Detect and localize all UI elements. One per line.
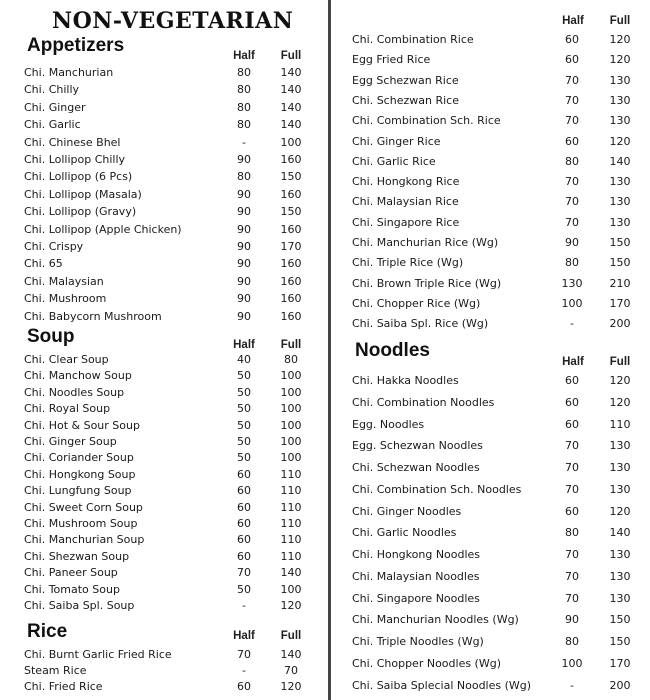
half-price: 80 bbox=[237, 170, 251, 184]
menu-item-row bbox=[0, 599, 328, 616]
item-name: Chi. Lollipop Chilly bbox=[24, 153, 126, 166]
full-price: 130 bbox=[609, 73, 631, 87]
menu-item-row bbox=[331, 155, 650, 172]
item-name: Chi. Saiba Spl. Rice (Wg) bbox=[352, 317, 489, 331]
item-name: Chi. Ginger bbox=[24, 100, 86, 114]
menu-item-row bbox=[0, 402, 328, 419]
full-price: 120 bbox=[609, 53, 631, 67]
full-column-header: Full bbox=[280, 50, 302, 62]
menu-item-row bbox=[331, 195, 650, 212]
full-price: 110 bbox=[280, 517, 302, 530]
item-name: Chi. Noodles Soup bbox=[24, 385, 125, 399]
full-price: 130 bbox=[609, 175, 631, 189]
menu-item-row bbox=[331, 613, 650, 630]
half-price: 70 bbox=[565, 439, 579, 453]
menu-item-row bbox=[0, 501, 328, 518]
half-price: 70 bbox=[565, 114, 579, 128]
menu-item-row bbox=[0, 419, 328, 436]
item-name: Chi. Malaysian bbox=[24, 274, 104, 288]
item-name: Chi. Tomato Soup bbox=[24, 582, 120, 596]
menu-item-row bbox=[0, 386, 328, 403]
item-name: Chi. Chopper Noodles (Wg) bbox=[352, 656, 501, 670]
full-price: 130 bbox=[609, 591, 631, 605]
item-name: Chi. Triple Noodles (Wg) bbox=[352, 635, 484, 648]
item-name: Egg. Schezwan Noodles bbox=[352, 439, 483, 453]
menu-item-row bbox=[0, 648, 328, 665]
menu-item-row bbox=[0, 205, 328, 222]
half-price: 60 bbox=[237, 500, 251, 514]
half-price: 80 bbox=[565, 256, 579, 270]
item-name: Steam Rice bbox=[24, 664, 87, 678]
full-price: 140 bbox=[609, 154, 631, 168]
full-price: 110 bbox=[280, 484, 302, 498]
item-name: Chi. Lollipop (Gravy) bbox=[24, 205, 137, 219]
item-name: Chi. Triple Rice (Wg) bbox=[352, 256, 464, 270]
menu-item-row bbox=[331, 277, 650, 294]
full-price: 110 bbox=[609, 417, 631, 431]
half-price: 60 bbox=[237, 549, 251, 563]
half-price: 90 bbox=[237, 222, 251, 236]
item-name: Chi. Mushroom Soup bbox=[24, 517, 138, 530]
half-price: 70 bbox=[565, 215, 579, 229]
item-name: Chi. Shezwan Soup bbox=[24, 549, 130, 563]
menu-item-row bbox=[0, 223, 328, 240]
full-price: 120 bbox=[609, 395, 631, 409]
full-price: 160 bbox=[280, 292, 302, 306]
full-price: 130 bbox=[609, 114, 631, 128]
half-price: 50 bbox=[237, 418, 251, 432]
half-price: 60 bbox=[565, 417, 579, 431]
menu-item-row bbox=[0, 240, 328, 257]
full-price: 100 bbox=[280, 435, 302, 448]
full-price: 140 bbox=[280, 566, 302, 580]
menu-item-row bbox=[331, 439, 650, 456]
menu-item-row bbox=[331, 236, 650, 253]
full-price: 120 bbox=[609, 33, 631, 46]
menu-item-row bbox=[0, 680, 328, 697]
item-name: Chi. Malaysian Noodles bbox=[352, 569, 480, 583]
item-name: Chi. Manchurian Rice (Wg) bbox=[352, 236, 499, 249]
half-price: 70 bbox=[237, 648, 251, 661]
menu-item-row bbox=[0, 583, 328, 600]
section-heading-rice: Rice bbox=[27, 621, 68, 642]
half-price: 50 bbox=[237, 385, 251, 399]
half-price: 130 bbox=[561, 276, 583, 290]
item-name: Chi. Combination Sch. Rice bbox=[352, 114, 501, 128]
full-column-header: Full bbox=[609, 15, 631, 27]
item-name: Chi. Ginger Noodles bbox=[352, 504, 462, 518]
menu-item-row bbox=[331, 635, 650, 652]
menu-item-row bbox=[331, 175, 650, 192]
item-name: Chi. Schezwan Noodles bbox=[352, 461, 480, 474]
half-price: 50 bbox=[237, 582, 251, 596]
menu-item-row bbox=[331, 216, 650, 233]
full-price: 120 bbox=[280, 680, 302, 694]
half-price: 90 bbox=[565, 236, 579, 249]
menu-item-row bbox=[0, 118, 328, 135]
menu-item-row bbox=[0, 170, 328, 187]
menu-item-row bbox=[331, 53, 650, 70]
half-column-header: Half bbox=[233, 50, 255, 62]
half-column-header: Half bbox=[233, 630, 255, 642]
half-price: 90 bbox=[565, 613, 579, 627]
menu-item-row bbox=[331, 33, 650, 50]
half-price: 90 bbox=[237, 187, 251, 201]
item-name: Chi. Schezwan Rice bbox=[352, 93, 459, 107]
item-name: Chi. Ginger Rice bbox=[352, 134, 441, 148]
half-price: 60 bbox=[565, 134, 579, 148]
menu-item-row bbox=[0, 257, 328, 274]
half-price: 80 bbox=[237, 100, 251, 114]
full-price: 170 bbox=[609, 656, 631, 670]
item-name: Chi. Malaysian Rice bbox=[352, 195, 459, 209]
full-price: 160 bbox=[280, 187, 302, 201]
menu-item-row bbox=[0, 275, 328, 292]
full-price: 130 bbox=[609, 215, 631, 229]
full-price: 150 bbox=[609, 635, 631, 648]
full-price: 170 bbox=[280, 240, 302, 253]
item-name: Chi. Manchurian Noodles (Wg) bbox=[352, 613, 519, 627]
menu-item-row bbox=[0, 136, 328, 153]
menu-item-row bbox=[0, 83, 328, 100]
half-price: 50 bbox=[237, 435, 251, 448]
half-price: 60 bbox=[565, 33, 579, 46]
menu-item-row bbox=[0, 310, 328, 327]
half-price: - bbox=[242, 664, 246, 678]
half-price: 90 bbox=[237, 292, 251, 306]
half-column-header: Half bbox=[562, 356, 584, 368]
full-price: 200 bbox=[609, 678, 631, 692]
item-name: Chi. Manchurian Soup bbox=[24, 533, 145, 547]
half-price: 70 bbox=[237, 566, 251, 580]
half-price: 70 bbox=[565, 569, 579, 583]
item-name: Egg Schezwan Rice bbox=[352, 73, 459, 87]
full-price: 150 bbox=[609, 613, 631, 627]
half-price: 90 bbox=[237, 240, 251, 253]
section-heading-appetizers: Appetizers bbox=[27, 35, 125, 56]
full-price: 150 bbox=[609, 256, 631, 270]
item-name: Chi. Fried Rice bbox=[24, 680, 103, 694]
menu-item-row bbox=[331, 256, 650, 273]
half-price: 90 bbox=[237, 257, 251, 271]
full-price: 120 bbox=[609, 504, 631, 518]
menu-item-row bbox=[331, 679, 650, 696]
full-price: 100 bbox=[280, 582, 302, 596]
menu-item-row bbox=[331, 135, 650, 152]
item-name: Chi. Combination Sch. Noodles bbox=[352, 482, 522, 496]
half-price: 90 bbox=[237, 205, 251, 219]
half-price: 60 bbox=[565, 53, 579, 67]
full-price: 110 bbox=[280, 549, 302, 563]
full-price: 110 bbox=[280, 533, 302, 547]
item-name: Chi. Crispy bbox=[24, 240, 84, 253]
half-price: 70 bbox=[565, 591, 579, 605]
full-price: 70 bbox=[284, 664, 298, 678]
item-name: Chi. Chopper Rice (Wg) bbox=[352, 296, 481, 310]
half-price: - bbox=[570, 317, 574, 331]
item-name: Chi. Coriander Soup bbox=[24, 451, 134, 465]
menu-item-row bbox=[331, 526, 650, 543]
half-column-header: Half bbox=[562, 15, 584, 27]
item-name: Chi. Combination Noodles bbox=[352, 395, 495, 409]
full-price: 130 bbox=[609, 461, 631, 474]
half-price: 80 bbox=[237, 66, 251, 79]
menu-item-row bbox=[331, 548, 650, 565]
item-name: Chi. Burnt Garlic Fried Rice bbox=[24, 648, 172, 661]
full-price: 140 bbox=[280, 100, 302, 114]
full-price: 150 bbox=[609, 236, 631, 249]
full-price: 140 bbox=[280, 648, 302, 661]
half-price: - bbox=[570, 678, 574, 692]
menu-item-row bbox=[331, 570, 650, 587]
full-price: 80 bbox=[284, 353, 298, 366]
item-name: Chi. 65 bbox=[24, 257, 63, 271]
half-price: 40 bbox=[237, 353, 251, 366]
menu-item-row bbox=[331, 657, 650, 674]
half-price: 60 bbox=[565, 374, 579, 387]
full-price: 130 bbox=[609, 439, 631, 453]
full-column-header: Full bbox=[280, 339, 302, 351]
half-price: 80 bbox=[237, 83, 251, 97]
menu-item-row bbox=[0, 517, 328, 534]
item-name: Chi. Lungfung Soup bbox=[24, 484, 132, 498]
full-price: 200 bbox=[609, 317, 631, 331]
right-column bbox=[331, 0, 650, 700]
full-price: 140 bbox=[280, 66, 302, 79]
half-price: 70 bbox=[565, 93, 579, 107]
item-name: Chi. Saiba Spl. Soup bbox=[24, 599, 135, 612]
half-price: 60 bbox=[237, 484, 251, 498]
menu-item-row bbox=[0, 566, 328, 583]
menu-item-row bbox=[0, 66, 328, 83]
half-price: 100 bbox=[561, 296, 583, 310]
menu-item-row bbox=[331, 592, 650, 609]
item-name: Chi. Ginger Soup bbox=[24, 435, 117, 448]
full-price: 140 bbox=[280, 118, 302, 132]
item-name: Chi. Saiba Splecial Noodles (Wg) bbox=[352, 678, 532, 692]
half-price: 70 bbox=[565, 175, 579, 189]
item-name: Chi. Lollipop (Apple Chicken) bbox=[24, 222, 182, 236]
full-price: 210 bbox=[609, 276, 631, 290]
full-price: 130 bbox=[609, 569, 631, 583]
item-name: Chi. Brown Triple Rice (Wg) bbox=[352, 276, 502, 290]
menu-item-row bbox=[331, 461, 650, 478]
half-price: 90 bbox=[237, 274, 251, 288]
item-name: Chi. Manchurian bbox=[24, 66, 114, 79]
menu-item-row bbox=[331, 317, 650, 334]
item-name: Chi. Garlic Rice bbox=[352, 154, 436, 168]
menu-item-row bbox=[0, 101, 328, 118]
full-price: 100 bbox=[280, 135, 302, 149]
menu-item-row bbox=[331, 396, 650, 413]
item-name: Chi. Lollipop (Masala) bbox=[24, 187, 142, 201]
half-price: 70 bbox=[565, 482, 579, 496]
item-name: Chi. Paneer Soup bbox=[24, 566, 118, 580]
half-price: 60 bbox=[237, 467, 251, 481]
menu-item-row bbox=[331, 374, 650, 391]
full-price: 100 bbox=[280, 402, 302, 416]
full-price: 170 bbox=[609, 296, 631, 310]
full-price: 100 bbox=[280, 418, 302, 432]
half-price: 50 bbox=[237, 451, 251, 465]
menu-item-row bbox=[0, 484, 328, 501]
half-price: 60 bbox=[237, 680, 251, 694]
half-price: 60 bbox=[237, 517, 251, 530]
menu-item-row bbox=[331, 297, 650, 314]
menu-item-row bbox=[0, 664, 328, 681]
full-price: 160 bbox=[280, 309, 302, 323]
item-name: Chi. Singapore Noodles bbox=[352, 591, 480, 605]
full-price: 100 bbox=[280, 451, 302, 465]
menu-item-row bbox=[0, 353, 328, 370]
item-name: Chi. Chilly bbox=[24, 83, 80, 97]
item-name: Chi. Hongkong Noodles bbox=[352, 548, 481, 561]
menu-item-row bbox=[0, 188, 328, 205]
full-price: 160 bbox=[280, 222, 302, 236]
full-price: 120 bbox=[280, 599, 302, 612]
item-name: Egg. Noodles bbox=[352, 417, 425, 431]
half-price: 90 bbox=[237, 309, 251, 323]
menu-item-row bbox=[331, 418, 650, 435]
menu-item-row bbox=[0, 369, 328, 386]
half-price: 80 bbox=[565, 526, 579, 540]
item-name: Chi. Singapore Rice bbox=[352, 215, 460, 229]
section-heading-noodles: Noodles bbox=[355, 340, 430, 361]
full-price: 130 bbox=[609, 482, 631, 496]
item-name: Chi. Hongkong Soup bbox=[24, 467, 136, 481]
menu-item-row bbox=[331, 74, 650, 91]
full-price: 130 bbox=[609, 93, 631, 107]
item-name: Chi. Hongkong Rice bbox=[352, 175, 460, 189]
full-price: 150 bbox=[280, 205, 302, 219]
half-price: 70 bbox=[565, 548, 579, 561]
full-price: 120 bbox=[609, 374, 631, 387]
half-price: 80 bbox=[565, 635, 579, 648]
full-price: 110 bbox=[280, 467, 302, 481]
item-name: Chi. Garlic Noodles bbox=[352, 526, 457, 540]
item-name: Chi. Garlic bbox=[24, 118, 81, 132]
menu-item-row bbox=[0, 468, 328, 485]
half-price: 90 bbox=[237, 153, 251, 166]
half-price: 60 bbox=[237, 533, 251, 547]
menu-item-row bbox=[0, 292, 328, 309]
full-price: 100 bbox=[280, 385, 302, 399]
full-column-header: Full bbox=[609, 356, 631, 368]
half-price: 60 bbox=[565, 504, 579, 518]
menu-item-row bbox=[0, 550, 328, 567]
half-price: 60 bbox=[565, 395, 579, 409]
item-name: Chi. Mushroom bbox=[24, 292, 107, 306]
item-name: Chi. Chinese Bhel bbox=[24, 135, 121, 149]
full-price: 150 bbox=[280, 170, 302, 184]
item-name: Egg Fried Rice bbox=[352, 53, 431, 67]
half-price: 70 bbox=[565, 195, 579, 209]
section-heading-soup: Soup bbox=[27, 326, 75, 347]
item-name: Chi. Combination Rice bbox=[352, 33, 474, 46]
item-name: Chi. Lollipop (6 Pcs) bbox=[24, 170, 133, 184]
half-price: 70 bbox=[565, 73, 579, 87]
menu-item-row bbox=[331, 114, 650, 131]
half-price: 100 bbox=[561, 656, 583, 670]
full-price: 160 bbox=[280, 153, 302, 166]
menu-item-row bbox=[0, 153, 328, 170]
full-price: 140 bbox=[609, 526, 631, 540]
half-price: 50 bbox=[237, 402, 251, 416]
half-price: - bbox=[242, 599, 246, 612]
half-price: - bbox=[242, 135, 246, 149]
full-price: 130 bbox=[609, 548, 631, 561]
half-price: 50 bbox=[237, 369, 251, 383]
full-price: 100 bbox=[280, 369, 302, 383]
menu-item-row bbox=[0, 533, 328, 550]
menu-item-row bbox=[331, 505, 650, 522]
half-price: 80 bbox=[565, 154, 579, 168]
item-name: Chi. Sweet Corn Soup bbox=[24, 500, 143, 514]
menu-item-row bbox=[331, 483, 650, 500]
menu-item-row bbox=[331, 94, 650, 111]
half-price: 70 bbox=[565, 461, 579, 474]
full-price: 160 bbox=[280, 257, 302, 271]
full-price: 110 bbox=[280, 500, 302, 514]
full-column-header: Full bbox=[280, 630, 302, 642]
full-price: 140 bbox=[280, 83, 302, 97]
item-name: Chi. Royal Soup bbox=[24, 402, 111, 416]
item-name: Chi. Babycorn Mushroom bbox=[24, 309, 162, 323]
item-name: Chi. Hot & Sour Soup bbox=[24, 418, 140, 432]
page-title: NON-VEGETARIAN bbox=[52, 8, 294, 34]
menu-item-row bbox=[0, 435, 328, 452]
full-price: 130 bbox=[609, 195, 631, 209]
half-column-header: Half bbox=[233, 339, 255, 351]
item-name: Chi. Hakka Noodles bbox=[352, 374, 459, 387]
item-name: Chi. Clear Soup bbox=[24, 353, 109, 366]
full-price: 160 bbox=[280, 274, 302, 288]
item-name: Chi. Manchow Soup bbox=[24, 369, 132, 383]
menu-item-row bbox=[0, 451, 328, 468]
full-price: 120 bbox=[609, 134, 631, 148]
half-price: 80 bbox=[237, 118, 251, 132]
